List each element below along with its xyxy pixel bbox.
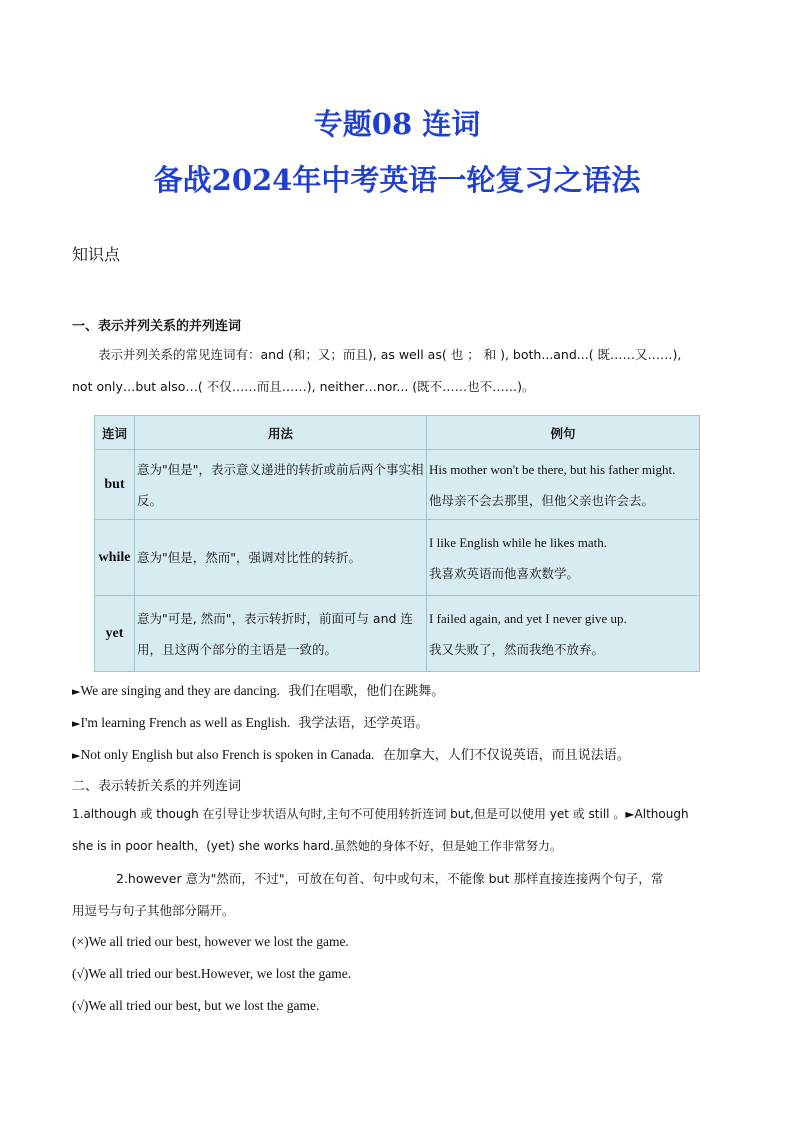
table-cell-example [427, 520, 700, 596]
part2-item2-line1: 2.however 意为"然而，不过"，可放在句首、句中或句末，不能像 but 那样直接连接两个句子，常 [116, 871, 664, 886]
table-header-row [95, 416, 700, 450]
table-cell-usage: 意为"但是，然而"，强调对比性的转折。 [135, 520, 427, 596]
example-english: We are singing and they are dancing. [80, 683, 280, 698]
example-chinese: 我们在唱歌，他们在跳舞。 [288, 684, 445, 699]
document-title: 专题08 连词 [313, 107, 481, 141]
part2-item2-line2: 用逗号与句子其他部分隔开。 [72, 903, 235, 918]
part1-intro-line2: not only…but also…( 不仅……而且……), neither…nor... (既不……也不……)。 [72, 379, 535, 394]
example-english: I failed again, and yet I never give up. [429, 610, 627, 626]
part2-item1 [72, 798, 726, 862]
table-cell-word: yet [95, 596, 135, 672]
example-english: (√)We all tried our best.However, we lost the game. [72, 966, 352, 981]
part1-intro-line1: 表示并列关系的常见连词有：and (和；又；而且), as well as( 也 ； 和 ), both...and...( 既……又……), [98, 347, 682, 362]
section-label: 知识点 [72, 245, 121, 264]
table-cell-example [427, 450, 700, 520]
table-row [95, 520, 700, 596]
example-english: (×)We all tried our best, however we lost the game. [72, 934, 349, 949]
table-cell-word: but [95, 450, 135, 520]
part2-item2 [72, 863, 726, 927]
triangle-bullet-icon: ► [72, 717, 81, 730]
conjunction-table [94, 415, 700, 672]
example-english: His mother won't be there, but his father might. [429, 461, 676, 477]
example-sentence [72, 998, 319, 1014]
table-cell-example [427, 596, 700, 672]
table-row [95, 450, 700, 520]
example-chinese: 我又失败了，然而我绝不放弃。 [429, 641, 605, 657]
part2-item1-line2: she is in poor health，(yet) she works hard.虽然她的身体不好，但是她工作非常努力。 [72, 839, 562, 853]
example-english: I like English while he likes math. [429, 534, 607, 550]
example-sentence [72, 966, 351, 982]
part2-item1-line1: 1.although 或 though 在引导让步状语从句时,主句不可使用转折连词 but,但是可以使用 yet 或 still 。►Although [72, 807, 689, 821]
list-item [72, 712, 429, 731]
example-english: Not only English but also French is spoken in Canada. [80, 747, 375, 762]
triangle-bullet-icon: ► [72, 685, 81, 698]
example-english: I'm learning French as well as English. [80, 715, 291, 730]
table-cell-usage: 意为"但是"，表示意义递进的转折或前后两个事实相反。 [135, 450, 427, 520]
example-chinese: 在加拿大，人们不仅说英语，而且说法语。 [382, 748, 630, 763]
example-sentence [72, 934, 349, 950]
example-chinese: 他母亲不会去那里，但他父亲也许会去。 [429, 492, 655, 508]
table-cell-word: while [95, 520, 135, 596]
part1-intro [72, 339, 726, 403]
example-english: (√)We all tried our best, but we lost the game. [72, 998, 320, 1013]
document-subtitle: 备战2024年中考英语一轮复习之语法 [153, 163, 641, 197]
table-row [95, 596, 700, 672]
list-item [72, 744, 630, 763]
triangle-bullet-icon: ► [72, 749, 81, 762]
example-chinese: 我学法语，还学英语。 [298, 716, 429, 731]
part1-heading: 一、表示并列关系的并列连词 [72, 319, 242, 334]
table-header-cell: 连词 [95, 416, 135, 450]
table-header-cell: 例句 [427, 416, 700, 450]
example-chinese: 我喜欢英语而他喜欢数学。 [429, 565, 580, 581]
list-item [72, 680, 444, 699]
table-cell-usage: 意为"可是, 然而"，表示转折时，前面可与 and 连用，且这两个部分的主语是一致的。 [135, 596, 427, 672]
part2-heading: 二、表示转折关系的并列连词 [72, 779, 242, 794]
table-header-cell: 用法 [135, 416, 427, 450]
